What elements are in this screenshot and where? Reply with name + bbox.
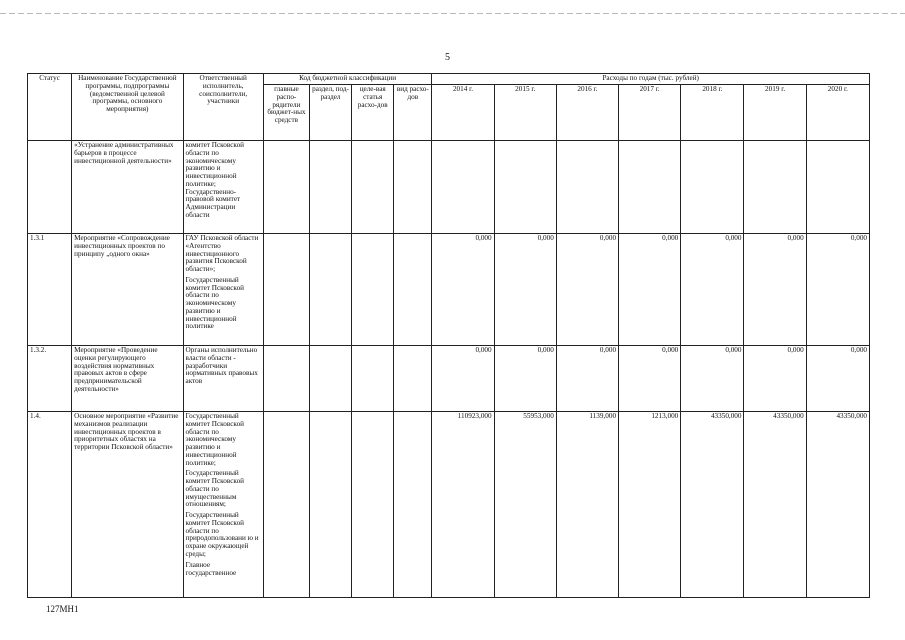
row-name: Основное мероприятие «Развитие механизмов реализации инвестиционных проектов в приоритетных областях на территории Псковской области» <box>72 412 183 598</box>
header-budget-code-group: Код бюджетной классификации <box>263 74 432 85</box>
cell-section <box>309 346 351 412</box>
cell-value: 0,000 <box>432 346 494 412</box>
cell-value: 0,000 <box>494 346 556 412</box>
header-status: Статус <box>28 74 72 141</box>
header-year: 2015 г. <box>494 85 556 141</box>
cell-expense-type <box>394 234 432 346</box>
cell-value: 1139,000 <box>556 412 618 598</box>
cell-value: 0,000 <box>681 234 744 346</box>
header-year: 2020 г. <box>806 85 869 141</box>
table-row <box>28 412 870 598</box>
row-name: Мероприятие «Проведение оценки регулирующего воздействия нормативных правовых актов в сфере предпринимательской деятельности» <box>72 346 183 412</box>
cell-value: 43350,000 <box>744 412 806 598</box>
cell-target <box>352 346 394 412</box>
header-year: 2018 г. <box>681 85 744 141</box>
header-expenses-group: Расходы по годам (тыс. рублей) <box>432 74 870 85</box>
responsible-entry: Государственный комитет Псковской области по экономическому развитию и инвестиционной политике <box>185 275 245 331</box>
cell-section <box>309 141 351 234</box>
row-responsible <box>183 412 263 598</box>
row-responsible <box>183 234 263 346</box>
cell-value: 0,000 <box>432 234 494 346</box>
cell-value: 0,000 <box>556 346 618 412</box>
cell-value: 43350,000 <box>806 412 869 598</box>
cell-value: 0,000 <box>744 346 806 412</box>
cell-expense-type <box>394 346 432 412</box>
cell-grbs <box>263 412 309 598</box>
responsible-entry: Главное государственное <box>185 560 237 577</box>
header-expense-type: вид расхо-дов <box>394 85 432 141</box>
cell-value: 0,000 <box>494 234 556 346</box>
responsible-entry: Органы исполнительно власти области - разработчики нормативных правовых актов <box>185 346 258 386</box>
cell-value: 43350,000 <box>681 412 744 598</box>
cell-value: 0,000 <box>619 346 681 412</box>
cell-value <box>556 141 618 234</box>
cell-section <box>309 412 351 598</box>
responsible-entry: комитет Псковской области по экономическому развитию и инвестиционной политике; Государственно-правовой комитет Администрации области <box>185 141 245 219</box>
header-year: 2017 г. <box>619 85 681 141</box>
cell-grbs <box>263 141 309 234</box>
cell-grbs <box>263 346 309 412</box>
header-responsible: Ответственный исполнитель, соисполнители, участники <box>183 74 263 141</box>
cell-target <box>352 412 394 598</box>
cell-grbs <box>263 234 309 346</box>
row-name: Мероприятие «Сопровождение инвестиционных проектов по принципу „одного окна» <box>72 234 183 346</box>
responsible-entry: Государственный комитет Псковской области по экономическому развитию и инвестиционной политике; <box>185 412 245 467</box>
row-status <box>28 141 72 234</box>
cell-value: 0,000 <box>619 234 681 346</box>
cell-value: 0,000 <box>556 234 618 346</box>
header-year: 2016 г. <box>556 85 618 141</box>
cell-value <box>619 141 681 234</box>
header-year: 2014 г. <box>432 85 494 141</box>
row-status: 1.3.2. <box>28 346 72 412</box>
header-target: целе-вая статья расхо-дов <box>352 85 394 141</box>
cell-value: 110923,000 <box>432 412 494 598</box>
cell-target <box>352 141 394 234</box>
cell-section <box>309 234 351 346</box>
row-responsible <box>183 346 263 412</box>
cell-value: 0,000 <box>806 234 869 346</box>
cell-value: 1213,000 <box>619 412 681 598</box>
cell-value <box>806 141 869 234</box>
budget-table <box>27 73 870 598</box>
cell-value: 0,000 <box>744 234 806 346</box>
header-section: раздел, под-раздел <box>309 85 351 141</box>
cell-value: 0,000 <box>681 346 744 412</box>
responsible-entry: ГАУ Псковской области «Агентство инвестиционного развития Псковской области»; <box>185 234 259 274</box>
header-grbs: главные распо-рядители бюджет-ных средств <box>263 85 309 141</box>
table-row <box>28 346 870 412</box>
cell-target <box>352 234 394 346</box>
cell-value: 55953,000 <box>494 412 556 598</box>
row-status: 1.3.1 <box>28 234 72 346</box>
form-code: 127МН1 <box>46 604 79 614</box>
header-year: 2019 г. <box>744 85 806 141</box>
row-responsible <box>183 141 263 234</box>
cell-value <box>744 141 806 234</box>
row-status: 1.4. <box>28 412 72 598</box>
cell-expense-type <box>394 141 432 234</box>
page-number: 5 <box>445 52 450 63</box>
responsible-entry: Государственный комитет Псковской области по природопользовани ю и охране окружающей среды; <box>185 511 259 559</box>
table-row <box>28 141 870 234</box>
scan-edge-line <box>0 13 905 14</box>
header-name: Наименование Государственной программы, подпрограммы (ведомственной целевой программы, основного мероприятия) <box>72 74 183 141</box>
responsible-entry: Государственный комитет Псковской области по имущественным отношениям; <box>185 469 245 509</box>
row-name: «Устранение административных барьеров в процессе инвестиционной деятельности» <box>72 141 183 234</box>
cell-value <box>494 141 556 234</box>
table-row <box>28 234 870 346</box>
cell-value <box>681 141 744 234</box>
cell-value: 0,000 <box>806 346 869 412</box>
cell-value <box>432 141 494 234</box>
cell-expense-type <box>394 412 432 598</box>
